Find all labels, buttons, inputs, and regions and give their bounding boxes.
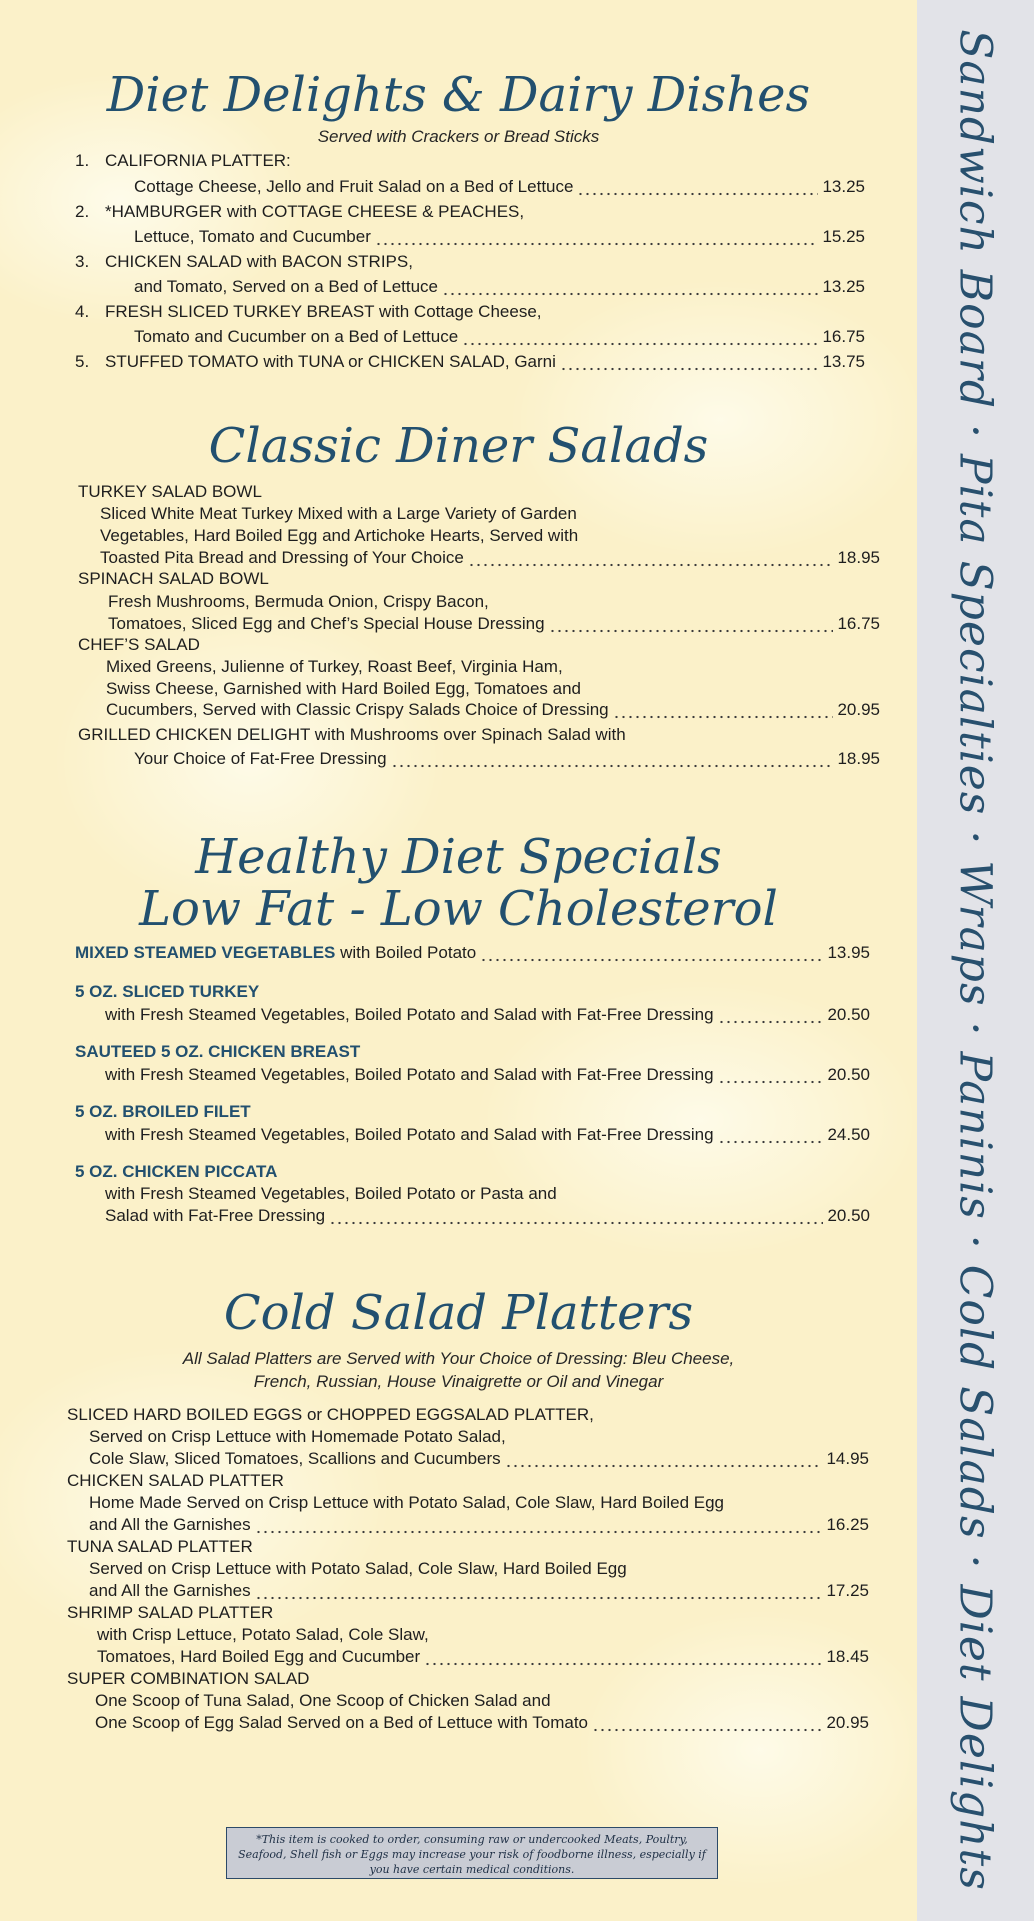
menu-item-hamburger — [134, 226, 865, 248]
item-desc: with Fresh Steamed Vegetables, Boiled Potato and Salad with Fat-Free Dressing — [105, 1125, 714, 1144]
item-number: 1. — [75, 151, 90, 170]
item-desc: Vegetables, Hard Boiled Egg and Artichoke Hearts, Served with — [100, 526, 579, 545]
item-name: TURKEY SALAD BOWL — [78, 482, 262, 501]
item-price: 20.50 — [827, 1206, 870, 1225]
item-name: 5 OZ. CHICKEN PICCATA — [75, 1162, 278, 1181]
item-price: 16.75 — [837, 614, 880, 633]
item-desc: with Fresh Steamed Vegetables, Boiled Potato and Salad with Fat-Free Dressing — [105, 1065, 714, 1084]
item-desc: Your Choice of Fat-Free Dressing — [134, 749, 387, 768]
cold-subtitle-line2: French, Russian, House Vinaigrette or Oil and Vinegar — [253, 1372, 664, 1391]
item-name: *HAMBURGER with COTTAGE CHEESE & PEACHES, — [105, 202, 525, 221]
item-name: CHICKEN SALAD with BACON STRIPS, — [105, 252, 413, 271]
menu-item-tuna-salad-platter — [89, 1580, 869, 1602]
menu-item-turkey-salad-bowl — [100, 547, 880, 569]
item-desc: Fresh Mushrooms, Bermuda Onion, Crispy Bacon, — [108, 592, 489, 611]
item-name: SLICED HARD BOILED EGGS or CHOPPED EGGSALAD PLATTER, — [67, 1405, 594, 1424]
item-name: SUPER COMBINATION SALAD — [67, 1669, 310, 1688]
menu-item-sliced-turkey — [105, 1004, 870, 1026]
item-price: 13.75 — [822, 352, 865, 371]
menu-item-super-combination — [95, 1712, 869, 1734]
item-price: 17.25 — [826, 1581, 869, 1600]
item-desc: Cottage Cheese, Jello and Fruit Salad on a Bed of Lettuce — [134, 177, 574, 196]
item-name: SAUTEED 5 OZ. CHICKEN BREAST — [75, 1042, 361, 1061]
food-safety-disclaimer: *This item is cooked to order, consuming raw or undercooked Meats, Poultry, Seafood, Shell fish or Eggs may increase your risk of foodborne illness, especially if you have certain medical conditions. — [226, 1827, 718, 1879]
item-desc: and Tomato, Served on a Bed of Lettuce — [134, 277, 439, 296]
menu-item-chicken-bacon — [134, 276, 865, 298]
item-desc: Toasted Pita Bread and Dressing of Your Choice — [100, 548, 464, 567]
menu-item-grilled-chicken-delight — [134, 748, 880, 770]
item-name: FRESH SLICED TURKEY BREAST with Cottage Cheese, — [105, 302, 542, 321]
item-name: 5 OZ. BROILED FILET — [75, 1102, 251, 1121]
item-desc: Served on Crisp Lettuce with Homemade Potato Salad, — [89, 1427, 506, 1446]
item-price: 13.25 — [822, 277, 865, 296]
item-number: 4. — [75, 302, 90, 321]
item-number: 5. — [75, 352, 90, 371]
menu-item-mixed-vegetables — [75, 942, 870, 964]
item-name: CALIFORNIA PLATTER: — [105, 151, 291, 170]
item-price: 16.75 — [822, 327, 865, 346]
item-desc: Tomatoes, Hard Boiled Egg and Cucumber — [97, 1647, 421, 1666]
item-name: MIXED STEAMED VEGETABLES — [75, 943, 336, 962]
section-title-healthy-sub: Low Fat - Low Cholesterol — [139, 881, 778, 937]
item-price: 15.25 — [822, 227, 865, 246]
item-desc: with Fresh Steamed Vegetables, Boiled Potato and Salad with Fat-Free Dressing — [105, 1005, 714, 1024]
item-price: 24.50 — [827, 1125, 870, 1144]
diet-subtitle: Served with Crackers or Bread Sticks — [317, 127, 600, 146]
item-desc: and All the Garnishes — [89, 1515, 251, 1534]
item-desc: Served on Crisp Lettuce with Potato Salad, Cole Slaw, Hard Boiled Egg — [89, 1559, 627, 1578]
menu-item-shrimp-salad-platter — [97, 1646, 869, 1668]
menu-item-chicken-salad-platter — [89, 1514, 869, 1536]
item-desc: Lettuce, Tomato and Cucumber — [134, 227, 371, 246]
item-desc: Sliced White Meat Turkey Mixed with a Large Variety of Garden — [100, 504, 577, 523]
item-price: 18.45 — [826, 1647, 869, 1666]
item-price: 20.95 — [837, 700, 880, 719]
item-desc: Swiss Cheese, Garnished with Hard Boiled Egg, Tomatoes and — [106, 679, 581, 698]
section-title-classic: Classic Diner Salads — [208, 418, 709, 474]
item-number: 2. — [75, 202, 90, 221]
menu-item-stuffed-tomato — [105, 351, 865, 373]
item-desc: Salad with Fat-Free Dressing — [105, 1206, 326, 1225]
item-price: 20.50 — [827, 1065, 870, 1084]
item-desc: with Crisp Lettuce, Potato Salad, Cole Slaw, — [97, 1625, 429, 1644]
item-desc: Mixed Greens, Julienne of Turkey, Roast Beef, Virginia Ham, — [106, 657, 563, 676]
menu-item-california — [134, 176, 865, 198]
item-name: 5 OZ. SLICED TURKEY — [75, 982, 260, 1001]
item-desc: Cole Slaw, Sliced Tomatoes, Scallions and Cucumbers — [89, 1449, 501, 1468]
item-price: 16.25 — [826, 1515, 869, 1534]
sidebar-categories: Sandwich Board · Pita Specialties · Wraps · Paninis · Cold Salads · Diet Delights — [949, 29, 1001, 1891]
item-price: 13.25 — [822, 177, 865, 196]
item-price: 13.95 — [827, 943, 870, 962]
item-desc: and All the Garnishes — [89, 1581, 251, 1600]
item-desc: One Scoop of Tuna Salad, One Scoop of Chicken Salad and — [95, 1691, 551, 1710]
item-name: SHRIMP SALAD PLATTER — [67, 1603, 274, 1622]
item-name: SPINACH SALAD BOWL — [78, 569, 269, 588]
item-desc: One Scoop of Egg Salad Served on a Bed of Lettuce with Tomato — [95, 1713, 589, 1732]
menu-item-turkey-breast — [134, 326, 865, 348]
cold-subtitle-line1: All Salad Platters are Served with Your Choice of Dressing: Bleu Cheese, — [182, 1349, 735, 1368]
item-desc: Home Made Served on Crisp Lettuce with Potato Salad, Cole Slaw, Hard Boiled Egg — [89, 1493, 725, 1512]
item-desc: with Fresh Steamed Vegetables, Boiled Potato or Pasta and — [105, 1184, 557, 1203]
item-desc: with Boiled Potato — [340, 943, 477, 962]
sidebar-banner — [917, 0, 1034, 1921]
item-price: 18.95 — [837, 548, 880, 567]
menu-item-egg-platter — [89, 1448, 869, 1470]
item-name: STUFFED TOMATO with TUNA or CHICKEN SALAD, Garni — [105, 352, 556, 371]
menu-item-broiled-filet — [105, 1124, 870, 1146]
menu-item-sauteed-chicken — [105, 1064, 870, 1086]
item-price: 20.50 — [827, 1005, 870, 1024]
item-name: TUNA SALAD PLATTER — [67, 1537, 253, 1556]
item-desc: Tomatoes, Sliced Egg and Chef’s Special House Dressing — [108, 614, 545, 633]
section-title-healthy: Healthy Diet Specials — [195, 829, 722, 885]
item-desc: Tomato and Cucumber on a Bed of Lettuce — [134, 327, 459, 346]
menu-item-chefs-salad — [106, 699, 880, 721]
section-title-cold: Cold Salad Platters — [223, 1285, 694, 1341]
item-price: 18.95 — [837, 749, 880, 768]
item-name: CHICKEN SALAD PLATTER — [67, 1471, 284, 1490]
menu-item-spinach-salad-bowl — [108, 613, 880, 635]
item-name: GRILLED CHICKEN DELIGHT with Mushrooms over Spinach Salad with — [78, 725, 626, 744]
item-desc: Cucumbers, Served with Classic Crispy Salads Choice of Dressing — [106, 700, 609, 719]
section-title-diet: Diet Delights & Dairy Dishes — [106, 67, 811, 123]
menu-item-chicken-piccata — [105, 1205, 870, 1227]
item-number: 3. — [75, 252, 90, 271]
item-name: CHEF’S SALAD — [78, 635, 200, 654]
item-price: 14.95 — [826, 1449, 869, 1468]
item-price: 20.95 — [826, 1713, 869, 1732]
